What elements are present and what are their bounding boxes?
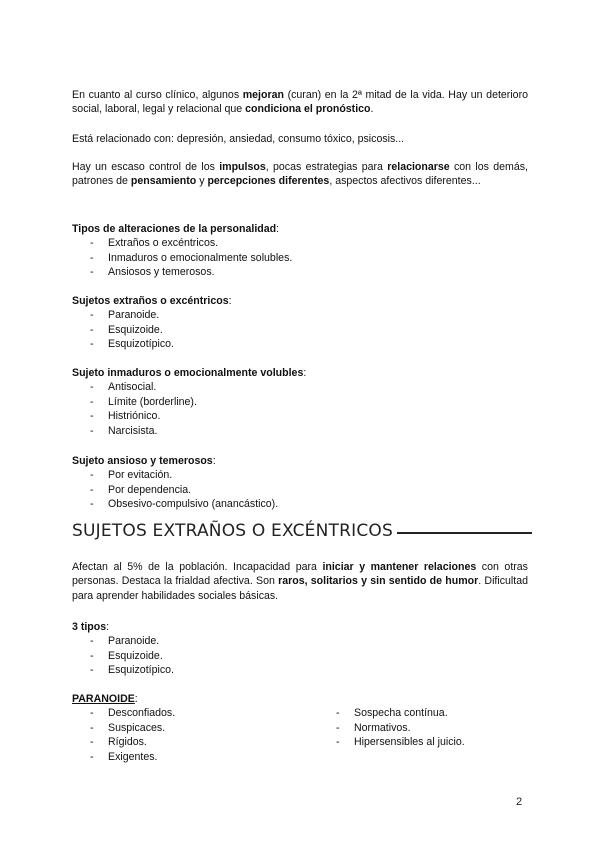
heading-sujetos-extranos: Sujetos extraños o excéntricos: — [72, 295, 232, 307]
list-item: - Extraños o excéntricos. — [90, 237, 219, 249]
list-item: - Obsesivo-compulsivo (anancástico). — [90, 498, 279, 511]
list-tres-tipos — [90, 634, 174, 678]
list-sujeto-inmaduros — [90, 380, 197, 438]
list-item: - Sospecha contínua. — [336, 707, 448, 719]
heading-sujeto-ansioso: Sujeto ansioso y temerosos: — [72, 455, 216, 467]
heading-tipos-alteraciones: Tipos de alteraciones de la personalidad: — [72, 223, 280, 235]
list-item: - Rígidos. — [90, 736, 147, 749]
list-item: - Por dependencia. — [90, 483, 192, 496]
heading-sujeto-inmaduros: Sujeto inmaduros o emocionalmente volubles: — [72, 367, 307, 379]
paragraph-afectan: Afectan al 5% de la población. Incapacidad para iniciar y mantener relaciones con otras personas. Destaca la frialdad afectiva. Son raros, solitarios y sin sentido de humor. Dificultad para aprender habilidades sociales básicas. — [72, 561, 528, 602]
list-item: - Esquizotípico. — [90, 338, 174, 351]
list-item: - Hipersensibles al juicio. — [336, 736, 465, 749]
list-item: - Esquizotípico. — [90, 664, 174, 677]
list-item: - Histriónico. — [90, 410, 161, 423]
list-paranoide-right — [336, 706, 465, 750]
list-item: - Esquizoide. — [90, 649, 163, 662]
list-item: - Desconfiados. — [90, 707, 176, 719]
list-item: - Suspicaces. — [90, 721, 166, 734]
paragraph-clinical-course: En cuanto al curso clínico, algunos mejoran (curan) en la 2ª mitad de la vida. Hay un deterioro social, laboral, legal y relacional que condiciona el pronóstico. — [72, 89, 528, 116]
list-item: - Narcisista. — [90, 424, 158, 437]
heading-tres-tipos: 3 tipos: — [72, 621, 110, 633]
list-item: - Exigentes. — [90, 750, 158, 763]
page-number: 2 — [516, 796, 523, 808]
list-sujetos-extranos — [90, 308, 174, 352]
list-paranoide-left — [90, 706, 175, 764]
paragraph-related: Está relacionado con: depresión, ansiedad, consumo tóxico, psicosis... — [72, 133, 405, 145]
list-item: - Esquizoide. — [90, 323, 163, 336]
list-tipos-alteraciones — [90, 236, 292, 280]
list-item: - Paranoide. — [90, 635, 160, 647]
list-item: - Límite (borderline). — [90, 395, 197, 408]
heading-paranoide: PARANOIDE: — [72, 693, 138, 705]
list-item: - Normativos. — [336, 721, 411, 734]
title-rule — [397, 532, 532, 534]
list-item: - Paranoide. — [90, 309, 160, 321]
list-item: - Ansiosos y temerosos. — [90, 266, 215, 279]
list-item: - Inmaduros o emocionalmente solubles. — [90, 251, 293, 264]
list-item: - Antisocial. — [90, 381, 157, 393]
list-item: - Por evitación. — [90, 469, 173, 481]
list-sujeto-ansioso — [90, 468, 278, 512]
section-title: SUJETOS EXTRAÑOS O EXCÉNTRICOS — [72, 520, 532, 542]
paragraph-impulses: Hay un escaso control de los impulsos, pocas estrategias para relacionarse con los demás, patrones de pensamiento y percepciones diferentes, aspectos afectivos diferentes... — [72, 161, 528, 188]
